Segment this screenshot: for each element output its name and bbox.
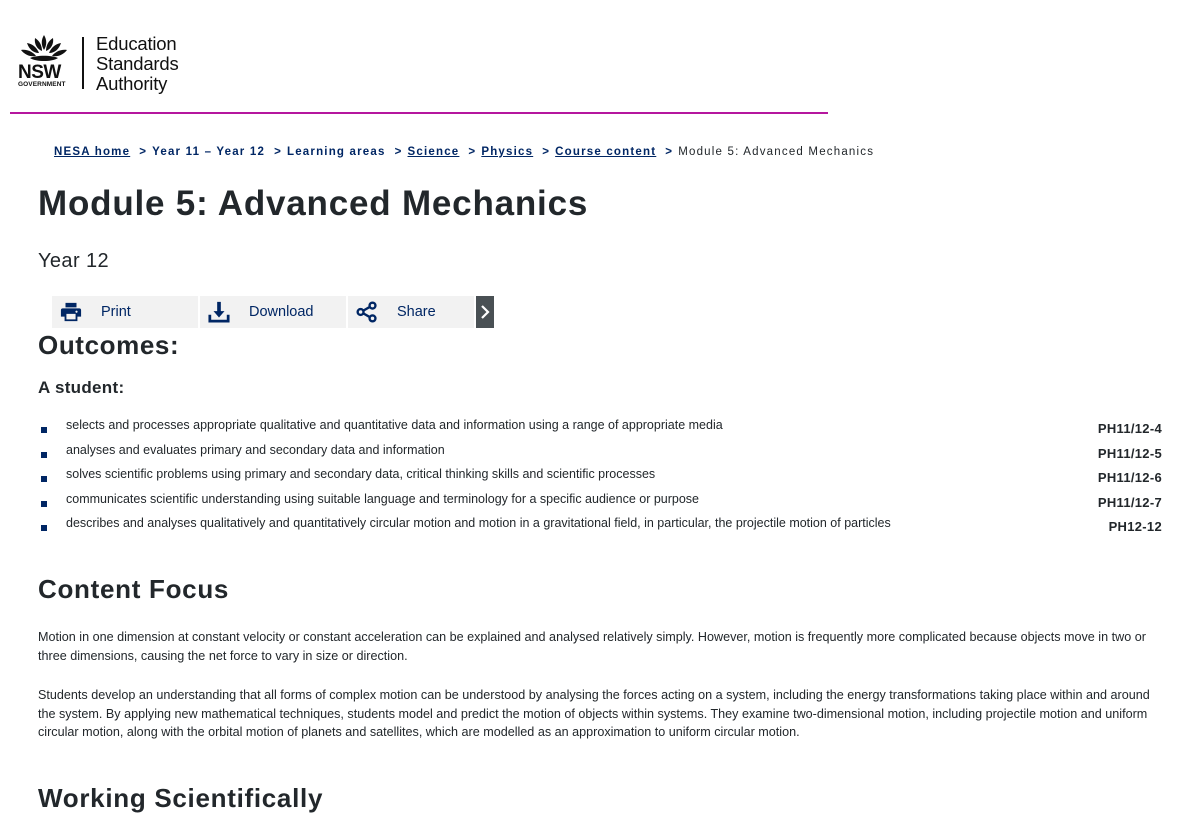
outcome-text: analyses and evaluates primary and secondary data and information [66, 442, 445, 457]
outcome-text: solves scientific problems using primary and secondary data, critical thinking skills and scientific processes [66, 467, 656, 482]
bullet-icon [41, 476, 47, 482]
share-icon [355, 300, 379, 324]
logo-government-text: GOVERNMENT [18, 81, 66, 88]
waratah-icon [18, 34, 70, 64]
bullet-icon [41, 525, 47, 531]
content-focus-paragraph: Motion in one dimension at constant velocity or constant acceleration can be explained and analysed relatively simply. However, motion is frequently more complicated because objects move in two or three dimensions, causing the net force to vary in size or direction. [38, 630, 1146, 663]
outcome-code: PH11/12-5 [1097, 445, 1162, 461]
logo-nsw-text: NSW [18, 62, 61, 83]
outcome-item [38, 465, 1162, 490]
share-label: Share [397, 304, 436, 320]
breadcrumb-learning-areas[interactable]: Learning areas [286, 146, 386, 158]
content-focus-heading: Content Focus [38, 574, 230, 604]
outcome-code: PH11/12-7 [1097, 494, 1162, 510]
download-button[interactable] [200, 296, 346, 328]
outcome-code: PH11/12-6 [1097, 470, 1162, 486]
page-toolbar [52, 296, 494, 328]
nesa-logo[interactable] [18, 34, 179, 94]
outcome-text: communicates scientific understanding using suitable language and terminology for a specific audience or purpose [66, 491, 700, 506]
breadcrumb-current: Module 5: Advanced Mechanics [678, 146, 875, 158]
outcome-text: selects and processes appropriate qualitative and quantitative data and information using a range of appropriate media [66, 418, 723, 432]
bullet-icon [41, 452, 47, 458]
share-button[interactable] [348, 296, 474, 328]
download-label: Download [249, 304, 314, 320]
working-scientifically-heading: Working Scientifically [38, 783, 324, 813]
site-header [10, 0, 828, 114]
breadcrumb [54, 146, 874, 158]
printer-icon [59, 300, 83, 324]
outcome-code: PH11/12-4 [1097, 421, 1162, 436]
logo-wordmark [96, 34, 179, 94]
outcome-list [38, 416, 1162, 539]
breadcrumb-science[interactable]: Science [407, 146, 460, 158]
toolbar-next-button[interactable] [476, 296, 494, 328]
outcome-item [38, 514, 1162, 539]
logo-line: Authority [96, 73, 168, 94]
download-icon [207, 300, 231, 324]
breadcrumb-separator: > [542, 146, 551, 158]
year-label: Year 12 [38, 250, 110, 272]
print-label: Print [101, 304, 131, 320]
outcomes-heading: Outcomes: [38, 330, 180, 360]
page-title: Module 5: Advanced Mechanics [38, 184, 589, 223]
breadcrumb-physics[interactable]: Physics [481, 146, 534, 158]
breadcrumb-separator: > [468, 146, 477, 158]
breadcrumb-separator: > [139, 146, 148, 158]
bullet-icon [41, 427, 47, 433]
breadcrumb-course-content[interactable]: Course content [555, 146, 657, 158]
outcome-text: describes and analyses qualitatively and quantitatively circular motion and motion in a gravitational field, in particular, the projectile motion of particles [66, 516, 891, 531]
outcome-item [38, 490, 1162, 515]
outcome-code: PH12-12 [1108, 519, 1162, 535]
breadcrumb-nesa-home[interactable]: NESA home [54, 146, 131, 158]
breadcrumb-year-11-12[interactable]: Year 11 – Year 12 [152, 146, 266, 158]
outcome-item [38, 441, 1162, 466]
logo-line: Standards [96, 53, 179, 74]
logo-divider [82, 37, 84, 89]
breadcrumb-separator: > [274, 146, 282, 158]
breadcrumb-separator: > [665, 146, 674, 158]
content-focus-paragraph: Students develop an understanding that all forms of complex motion can be understood by analysing the forces acting on a system, including the energy transformations taking place within and around the system. By applying new mathematical techniques, students model and predict the motion of objects within systems. They examine two-dimensional motion, including projectile motion and uniform circular motion, along with the orbital motion of planets and satellites, which are modelled as an approximation to uniform circular motion. [38, 688, 1150, 740]
chevron-right-icon [479, 304, 491, 320]
bullet-icon [41, 501, 47, 507]
nsw-government-logo [18, 34, 70, 90]
outcome-item [38, 416, 1162, 441]
breadcrumb-separator: > [394, 146, 403, 158]
print-button[interactable] [52, 296, 198, 328]
outcomes-intro: A student: [38, 378, 125, 397]
logo-line: Education [96, 33, 177, 54]
